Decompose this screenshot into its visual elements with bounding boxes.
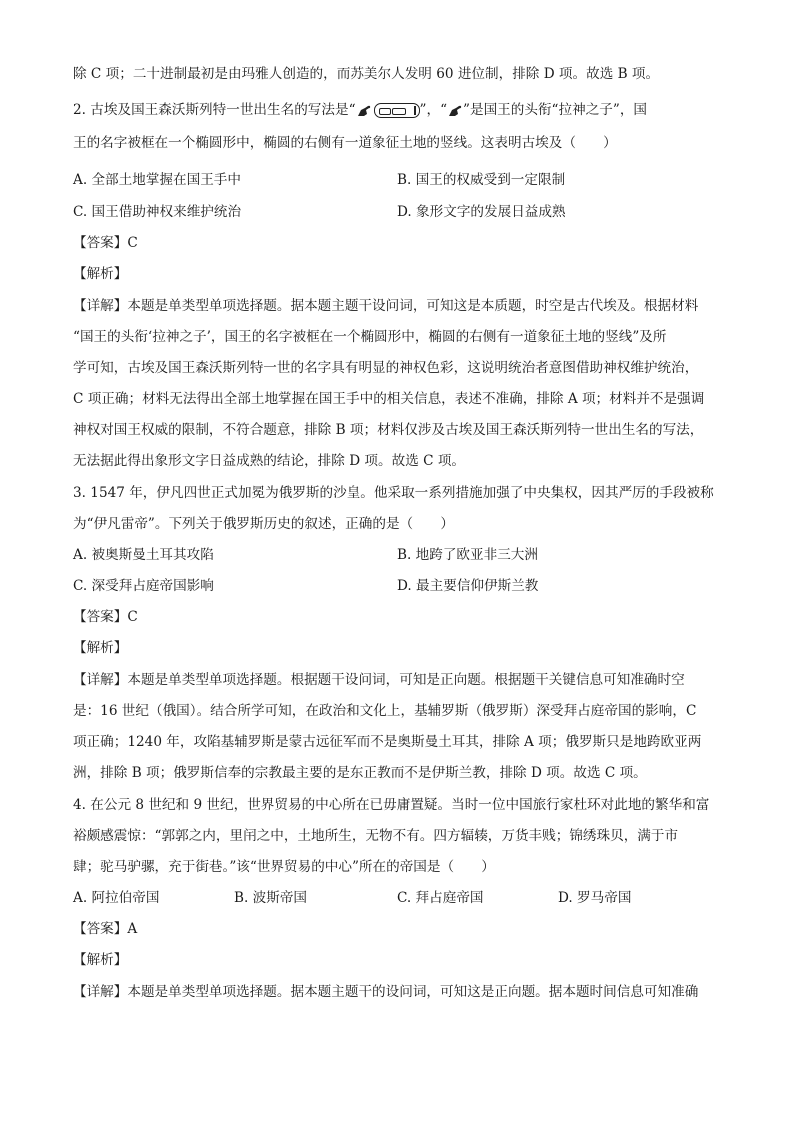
question-3-detail-line: 洲，排除 B 项；俄罗斯信奉的宗教最主要的是东正教而不是伊斯兰教，排除 D 项。故选 C 项。 [73,765,647,781]
question-4-option-d: D. 罗马帝国 [558,890,632,906]
question-4-stem: 4. 在公元 8 世纪和 9 世纪，世界贸易的中心所在已毋庸置疑。当时一位中国旅行家杜环对此地的繁华和富 [73,797,710,813]
question-2-detail-line: 无法据此得出象形文字日益成熟的结论，排除 D 项。故选 C 项。 [73,453,466,469]
question-3-stem: 3. 1547 年，伊凡四世正式加冕为俄罗斯的沙皇。他采取一系列措施加强了中央集权，因其严厉的手段被称 [73,485,714,501]
question-2-option-d: D. 象形文字的发展日益成熟 [397,204,566,220]
question-2-detail-line: 【详解】本题是单类型单项选择题。据本题主题干设问词，可知这是本质题，时空是古代埃及。根据材料 [73,298,699,314]
question-2-detail-line: “国王的头衔‘拉神之子’，国王的名字被框在一个椭圆形中，椭圆的右侧有一道象征土地的竖线”及所 [73,329,667,345]
question-2-text-b: ”，“ [419,102,448,118]
question-2-option-b: B. 国王的权威受到一定限制 [397,172,566,188]
question-4-option-a: A. 阿拉伯帝国 [73,890,160,906]
question-3-detail-line: 项正确；1240 年，攻陷基辅罗斯是蒙古远征军而不是奥斯曼土耳其，排除 A 项；俄罗斯只是地跨欧亚两 [73,734,702,750]
question-3-answer: 【答案】C [73,609,138,625]
question-2-option-a: A. 全部土地掌握在国王手中 [73,172,241,188]
question-3-option-a: A. 被奥斯曼土耳其攻陷 [73,547,214,563]
question-4-option-b: B. 波斯帝国 [234,890,308,906]
question-2-stem [73,100,723,120]
question-2-option-c: C. 国王借助神权来维护统治 [73,204,242,220]
question-4-analysis-label: 【解析】 [73,952,128,968]
question-2-text-c: ”是国王的头衔“拉神之子”，国 [463,102,648,118]
question-2-stem-line2: 王的名字被框在一个椭圆形中，椭圆的右侧有一道象征土地的竖线。这表明古埃及（ ） [73,135,617,151]
question-2-answer: 【答案】C [73,235,138,251]
question-3-stem-line2: 为“伊凡雷帝”。下列关于俄罗斯历史的叙述，正确的是（ ） [73,516,454,532]
cartouche-icon [374,103,420,118]
question-4-stem-line2: 裕颇感震惊：“郭郭之内，里闬之中，土地所生，无物不有。四方辐辏，万货丰贱；锦绣珠贝，满于市 [73,828,679,844]
question-2-detail-line: 学可知，古埃及国王森沃斯列特一世的名字具有明显的神权色彩，这说明统治者意图借助神权维护统治， [73,360,699,376]
hieroglyph-bird-icon [447,104,463,118]
question-2-text-a: 2. 古埃及国王森沃斯列特一世出生名的写法是“ [73,102,356,118]
question-2-analysis-label: 【解析】 [73,266,128,282]
text-line: 除 C 项；二十进制最初是由玛雅人创造的，而苏美尔人发明 60 进位制，排除 D 项。故选 B 项。 [73,66,660,82]
question-3-option-d: D. 最主要信仰伊斯兰教 [397,578,539,594]
question-3-analysis-label: 【解析】 [73,640,128,656]
question-3-detail-line: 是：16 世纪（俄国）。结合所学可知，在政治和文化上，基辅罗斯（俄罗斯）深受拜占庭帝国的影响，C [73,703,697,719]
question-4-option-c: C. 拜占庭帝国 [397,890,484,906]
question-3-option-b: B. 地跨了欧亚非三大洲 [397,547,538,563]
hieroglyph-bird-icon [356,104,372,118]
question-2-detail-line: C 项正确；材料无法得出全部土地掌握在国王手中的相关信息，表述不准确，排除 A 项；材料并不是强调 [73,391,705,407]
question-2-detail-line: 神权对国王权威的限制，不符合题意，排除 B 项；材料仅涉及古埃及国王森沃斯列特一世出生名的写法， [73,422,704,438]
question-3-option-c: C. 深受拜占庭帝国影响 [73,578,214,594]
question-4-detail-line: 【详解】本题是单类型单项选择题。据本题主题干的设问词，可知这是正向题。据本题时间信息可知准确 [73,984,699,1000]
question-3-detail-line: 【详解】本题是单类型单项选择题。根据题干设问词，可知是正向题。根据题干关键信息可知准确时空 [73,672,685,688]
question-4-stem-line3: 肆；驼马驴骡，充于街巷。”该“世界贸易的中心”所在的帝国是（ ） [73,859,495,875]
question-4-answer: 【答案】A [73,921,138,937]
